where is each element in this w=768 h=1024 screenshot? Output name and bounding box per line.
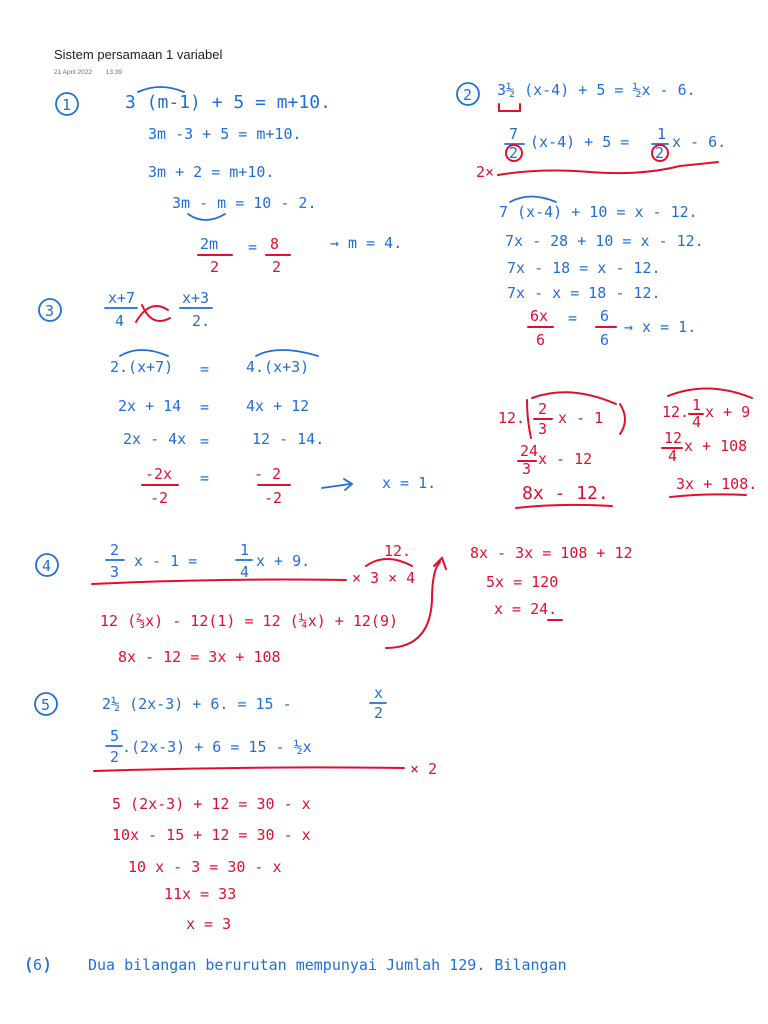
p1-frac-den-right: 2 (272, 258, 282, 276)
result-underline (516, 505, 612, 508)
side-b-line2-den: 4 (668, 447, 678, 465)
p2-line-6: 7x - x = 18 - 12. (507, 284, 661, 302)
p1-line-2: 3m -3 + 5 = m+10. (148, 125, 302, 143)
side-a-line2-den: 3 (522, 460, 532, 478)
p5-line-7: x = 3 (186, 915, 232, 933)
p5-line-2-frac-den: 2 (110, 748, 120, 766)
p4-line-1-end: x + 9. (256, 552, 311, 570)
problem-4 (36, 541, 633, 666)
p2-frac-num-left: 6x (530, 307, 549, 325)
p5-line-6: 11x = 33 (164, 885, 237, 903)
p3-frac-num-right: - 2 (254, 465, 282, 483)
p1-result: → m = 4. (330, 234, 403, 252)
p1-line-4: 3m - m = 10 - 2. (172, 194, 317, 212)
p3-equals: = (200, 432, 210, 450)
p4-frac1-num: 2 (110, 541, 120, 559)
problem-number: 3 (45, 302, 55, 320)
side-work-right (662, 388, 757, 497)
cross-multiply-mark (136, 305, 170, 322)
distribute-arc (256, 350, 318, 356)
problem-6 (28, 956, 567, 974)
page-title: Sistem persamaan 1 variabel (54, 47, 223, 62)
side-a-frac-den: 3 (538, 420, 548, 438)
p1-line-3: 3m + 2 = m+10. (148, 163, 275, 181)
p1-equals: = (248, 238, 258, 256)
p5-frac-num: x (374, 684, 384, 702)
p3-frac1-den: 4 (115, 312, 125, 330)
p4-right-line-1: 8x - 3x = 108 + 12 (470, 544, 633, 562)
page-date: 21 April 2022 (54, 69, 92, 76)
p2-frac-den-left: 6 (536, 331, 546, 349)
p3-frac-num-left: -2x (145, 465, 173, 483)
side-b-coef: 12. (662, 403, 690, 421)
p3-equals: = (200, 360, 210, 378)
p3-line-2-left: 2.(x+7) (110, 358, 174, 376)
distribute-arc (510, 197, 556, 203)
side-a-rest: x - 1 (558, 409, 604, 427)
p2-frac-num-right: 6 (600, 307, 610, 325)
p2-line-2: (x-4) + 5 = (530, 133, 630, 151)
p3-line-4-left: 2x - 4x (123, 430, 187, 448)
problem-5 (35, 684, 437, 933)
p2-frac2-num: 1 (657, 125, 667, 143)
lcm-arc (366, 559, 412, 566)
p2-multiplier: 2× (476, 163, 495, 181)
side-a-line2-num: 24 (520, 442, 539, 460)
p1-frac-num-left: 2m (200, 235, 219, 253)
p4-multiplier: × 3 × 4 (352, 569, 416, 587)
side-b-frac-den: 4 (692, 413, 702, 431)
p4-line-1-mid: x - 1 = (134, 552, 198, 570)
p2-frac-den: 2 (509, 144, 519, 162)
p3-result: x = 1. (382, 474, 437, 492)
p2-frac-den-right: 6 (600, 331, 610, 349)
p5-multiplier: × 2 (410, 760, 438, 778)
result-underline (670, 494, 746, 497)
problem-number: 2 (463, 86, 473, 104)
p1-frac-den-left: 2 (210, 258, 220, 276)
p2-line-1: 3½ (x-4) + 5 = ½x - 6. (497, 81, 696, 99)
problem-number: 1 (62, 96, 72, 114)
p2-line-3: 7 (x-4) + 10 = x - 12. (499, 203, 698, 221)
p4-line-3: 8x - 12 = 3x + 108 (118, 648, 281, 666)
side-a-line2-rest: x - 12 (538, 450, 593, 468)
problem-1 (56, 87, 402, 276)
p5-frac-den: 2 (374, 704, 384, 722)
equation-underline (94, 767, 404, 771)
p5-line-5: 10 x - 3 = 30 - x (128, 858, 282, 876)
p2-line-5: 7x - 18 = x - 12. (507, 259, 661, 277)
p3-line-4-right: 12 - 14. (252, 430, 325, 448)
p5-line-2-frac-num: 5 (110, 727, 120, 745)
side-b-frac-num: 1 (692, 396, 702, 414)
p3-frac-den-right: -2 (264, 489, 283, 507)
p4-frac2-den: 4 (240, 563, 250, 581)
p2-frac-num: 7 (509, 125, 519, 143)
underline-squiggle (498, 162, 718, 175)
p3-line-2-right: 4.(x+3) (246, 358, 310, 376)
side-a-result: 8x - 12. (522, 483, 609, 504)
p4-frac1-den: 3 (110, 563, 120, 581)
distribute-arc (668, 388, 752, 398)
p3-frac2-num: x+3 (182, 289, 210, 307)
p3-frac-den-left: -2 (150, 489, 169, 507)
problem-3 (39, 289, 436, 507)
problem-number: 5 (41, 696, 51, 714)
side-b-line2-num: 12 (664, 429, 683, 447)
p5-line-1: 2½ (2x-3) + 6. = 15 - (102, 695, 292, 713)
side-a-coef: 12. (498, 409, 526, 427)
equation-underline (92, 580, 346, 585)
p3-line-3-right: 4x + 12 (246, 397, 310, 415)
p2-result: → x = 1. (624, 318, 697, 336)
side-b-rest: x + 9 (705, 403, 751, 421)
p5-line-4: 10x - 15 + 12 = 30 - x (112, 826, 311, 844)
problem-2 (457, 81, 726, 349)
mixed-number-mark (499, 104, 520, 111)
side-b-result: 3x + 108. (676, 475, 758, 493)
p3-frac1-num: x+7 (108, 289, 136, 307)
move-arc (188, 214, 225, 220)
p3-frac2-den: 2. (192, 312, 211, 330)
side-a-frac-num: 2 (538, 400, 548, 418)
problem-number: 4 (42, 557, 52, 575)
close-paren (620, 404, 625, 434)
distribute-arc (120, 350, 168, 356)
problem-number: 6 (33, 956, 43, 974)
p4-line-2: 12 (⅔x) - 12(1) = 12 (¼x) + 12(9) (100, 612, 399, 630)
p4-lcm: 12. (384, 542, 412, 560)
p6-statement: Dua bilangan berurutan mempunyai Jumlah 129. Bilangan (88, 956, 567, 974)
p3-equals: = (200, 469, 210, 487)
open-paren (527, 400, 531, 438)
side-work-left (498, 392, 625, 508)
p4-frac2-num: 1 (240, 541, 250, 559)
p2-equals: = (568, 309, 578, 327)
p5-line-3: 5 (2x-3) + 12 = 30 - x (112, 795, 311, 813)
p3-line-3-left: 2x + 14 (118, 397, 182, 415)
p3-equals: = (200, 398, 210, 416)
p4-right-line-3: x = 24. (494, 600, 558, 618)
p4-right-line-2: 5x = 120 (486, 573, 559, 591)
p5-line-2: .(2x-3) + 6 = 15 - ½x (122, 738, 312, 756)
p1-line-1: 3 (m-1) + 5 = m+10. (125, 92, 331, 113)
p1-frac-num-right: 8 (270, 235, 280, 253)
p2-line-2-end: x - 6. (672, 133, 727, 151)
p2-line-4: 7x - 28 + 10 = x - 12. (505, 232, 704, 250)
p2-frac2-den: 2 (655, 144, 665, 162)
side-b-line2-rest: x + 108 (684, 437, 748, 455)
arrow-line (322, 484, 350, 488)
page-time: 13:39 (105, 69, 123, 76)
